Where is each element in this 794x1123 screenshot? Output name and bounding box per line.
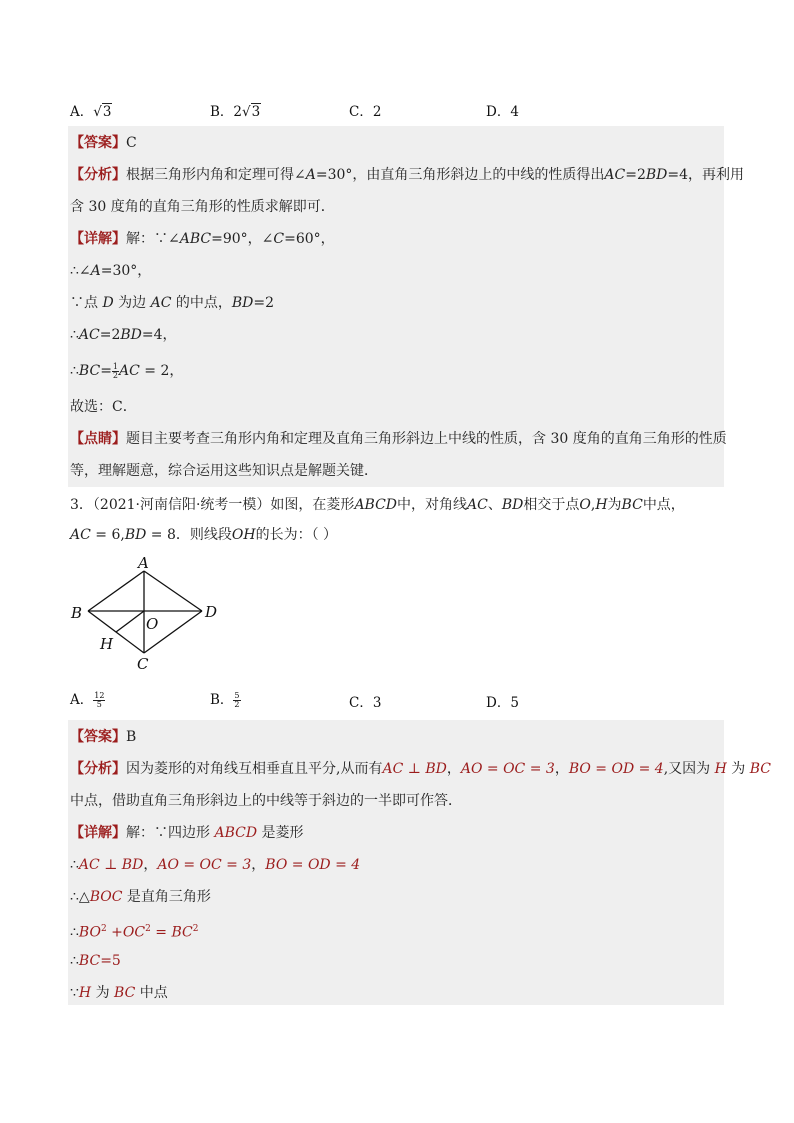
q3-detail-line-1: 【详解】解：∵四边形 ABCD 是菱形 xyxy=(70,825,304,841)
q2-option-b: B．2√3 xyxy=(210,104,261,120)
q3-option-b-fraction: $\frac{5}{2}$ xyxy=(234,691,240,709)
q3-analysis-line-1: 【分析】因为菱形的对角线互相垂直且平分,从而有AC ⊥ BD，AO = OC = 3，BO = OD = 4,又因为 H 为 BC xyxy=(70,761,772,777)
edge-ab xyxy=(88,571,144,611)
q2-comment-line-1: 【点睛】题目主要考查三角形内角和定理及直角三角形斜边上中线的性质，含 30 度角的直角三角形的性质 xyxy=(70,431,727,447)
q3-option-c: C．3 xyxy=(349,695,382,711)
q3-stem-line-2: AC = 6,BD = 8．则线段OH的长为：（ ） xyxy=(70,527,338,543)
q2-analysis-line-2: 含 30 度角的直角三角形的性质求解即可． xyxy=(70,199,335,215)
q3-detail-line-5: ∴BC=5 xyxy=(70,953,121,969)
q2-detail-line-4: ∴AC=2BD=4， xyxy=(70,327,177,343)
label-a: A xyxy=(138,555,149,572)
segment-oh xyxy=(116,611,144,632)
q2-option-d: D．4 xyxy=(486,104,519,120)
q2-analysis-line-1: 【分析】根据三角形内角和定理可得∠A=30°，由直角三角形斜边上的中线的性质得出AC=2BD=4，再利用 xyxy=(70,167,745,183)
q2-detail-line-5: ∴BC= $\frac{1}{2}$ AC = 2， xyxy=(70,361,184,380)
q2-option-a: A．√3 xyxy=(70,104,112,120)
q2-detail-line-2: ∴∠A=30°， xyxy=(70,263,152,279)
q2-options xyxy=(70,100,630,122)
q2-option-c: C．2 xyxy=(349,104,382,120)
rhombus-figure xyxy=(68,555,228,675)
label-h: H xyxy=(100,635,114,653)
q3-detail-line-3: ∴△BOC 是直角三角形 xyxy=(70,889,211,905)
q3-detail-line-6: ∵H 为 BC 中点 xyxy=(70,985,168,1001)
label-b: B xyxy=(71,604,83,622)
q2-detail-line-3: ∵点 D 为边 AC 的中点，BD=2 xyxy=(70,295,275,311)
q3-option-b: B． $\frac{5}{2}$ xyxy=(210,691,240,709)
q2-comment-line-2: 等，理解题意，综合运用这些知识点是解题关键． xyxy=(70,463,378,479)
q3-option-a-fraction: $\frac{12}{5}$ xyxy=(94,691,105,709)
q3-option-a: A． $\frac{12}{5}$ xyxy=(70,691,105,709)
label-d: D xyxy=(205,603,218,621)
q3-option-d: D．5 xyxy=(486,695,519,711)
q3-detail-line-4: $\therefore BO^2 +OC^2 = BC^2$ xyxy=(70,924,199,941)
q3-options xyxy=(70,688,630,710)
q3-answer: 【答案】B xyxy=(70,729,137,745)
label-o: O xyxy=(146,615,159,633)
q3-stem-line-1: 3．（2021·河南信阳·统考一模）如图，在菱形ABCD中，对角线AC、BD相交于点O,H为BC中点， xyxy=(70,497,685,513)
q2-answer: 【答案】C xyxy=(70,135,137,151)
edge-ad xyxy=(144,571,202,611)
q3-analysis-line-2: 中点，借助直角三角形斜边上的中线等于斜边的一半即可作答． xyxy=(70,793,462,809)
one-half-fraction: $\frac{1}{2}$ xyxy=(112,361,119,380)
label-c: C xyxy=(137,655,149,673)
q2-detail-line-1: 【详解】解：∵∠ABC=90°，∠C=60°， xyxy=(70,231,335,247)
q3-detail-line-2: ∴AC ⊥ BD，AO = OC = 3，BO = OD = 4 xyxy=(70,857,361,873)
q2-detail-line-6: 故选：C． xyxy=(70,399,137,415)
